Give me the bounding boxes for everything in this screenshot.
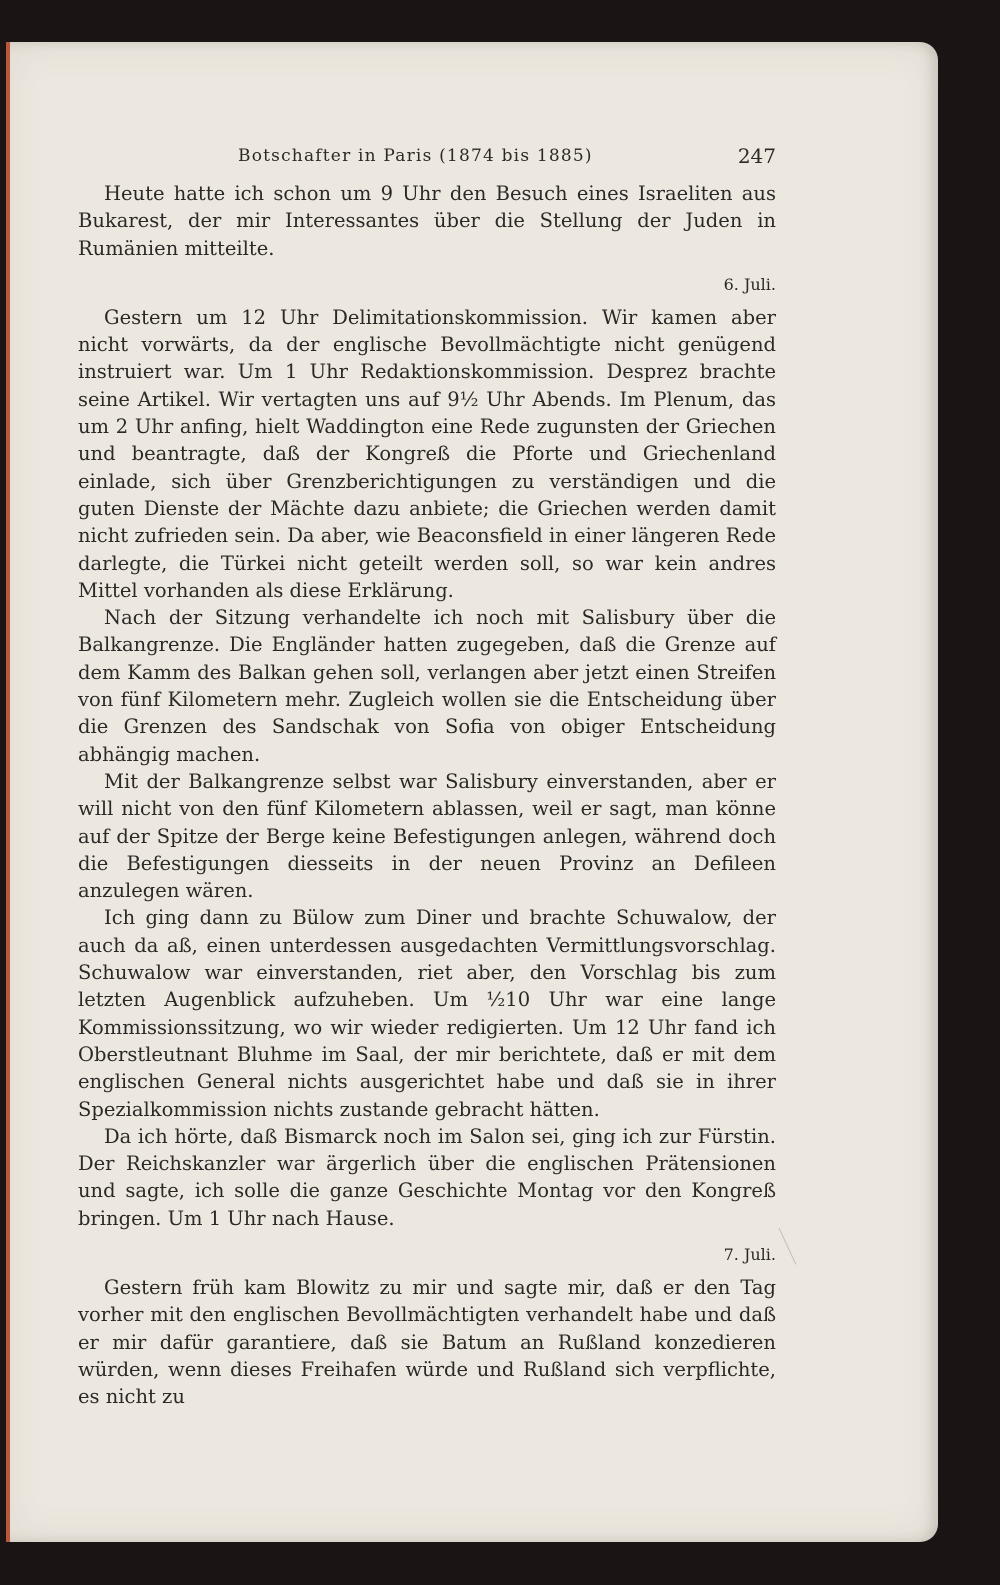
paragraph: Da ich hörte, daß Bismarck noch im Salon sei, ging ich zur Fürstin. Der Reichskanzler war ärgerlich über die englischen Prätensionen und sagte, ich solle die ganze Geschichte Montag vor den Kongreß bringen. Um 1 Uhr nach Hause. (78, 1124, 776, 1230)
page-sheet (6, 42, 938, 1542)
running-header (78, 140, 776, 180)
date-heading: 6. Juli. (723, 274, 776, 294)
page-number: 247 (737, 144, 776, 168)
paragraph: Nach der Sitzung verhandelte ich noch mit Salisbury über die Balkangrenze. Die Engländer hatten zugegeben, daß die Grenze auf dem Kamm des Balkan gehen soll, verlangen aber jetzt einen Streifen von fünf Kilometern mehr. Zugleich wollen sie die Entscheidung über die Grenzen des Sandschak von Sofia von obiger Entscheidung abhängig machen. (78, 606, 776, 766)
paragraph: Mit der Balkangrenze selbst war Salisbury einverstanden, aber er will nicht von den fünf Kilometern ablassen, weil er sagt, man könne auf der Spitze der Berge keine Befestigungen anlegen, während doch die Befestigungen diesseits in der neuen Provinz an Defileen anzulegen wären. (78, 769, 776, 903)
paragraph: Gestern um 12 Uhr Delimitationskommission. Wir kamen aber nicht vorwärts, da der englische Bevollmächtigte nicht genügend instruiert war. Um 1 Uhr Redaktionskommission. Desprez brachte seine Artikel. Wir vertagten uns auf 9½ Uhr Abends. Im Plenum, das um 2 Uhr anfing, hielt Waddington eine Rede zugunsten der Griechen und beantragte, daß der Kongreß die Pforte und Griechenland einlade, sich über Grenzberichtigungen zu verständigen und die guten Dienste der Mächte dazu anbiete; die Griechen werden damit nicht zufrieden sein. Da aber, wie Beaconsfield in einer längeren Rede darlegte, die Türkei nicht geteilt werden soll, so war kein andres Mittel vorhanden als diese Erklärung. (78, 305, 776, 602)
paper-mark (779, 1219, 815, 1264)
page-content (78, 140, 776, 1410)
running-title: Botschafter in Paris (1874 bis 1885) (238, 146, 593, 166)
paragraph: Gestern früh kam Blowitz zu mir und sagte mir, daß er den Tag vorher mit den englischen Bevollmächtigten verhandelt habe und daß er mir dafür garantiere, daß sie Batum an Rußland konzedieren würden, wenn dieses Freihafen würde und Rußland sich verpflichte, es nicht zu (78, 1275, 776, 1409)
date-heading: 7. Juli. (723, 1244, 776, 1264)
page-red-edge (6, 42, 10, 1542)
paragraph: Ich ging dann zu Bülow zum Diner und brachte Schuwalow, der auch da aß, einen unterdessen ausgedachten Vermittlungsvorschlag. Schuwalow war einverstanden, riet aber, den Vorschlag bis zum letzten Augenblick aufzuheben. Um ½10 Uhr war eine lange Kommissionssitzung, wo wir wieder redigierten. Um 12 Uhr fand ich Oberstleutnant Bluhme im Saal, der mir berichtete, daß er mit dem englischen General nichts ausgerichtet habe und daß sie in ihrer Spezialkommission nichts zustande gebracht hätten. (78, 906, 776, 1121)
paragraph: Heute hatte ich schon um 9 Uhr den Besuch eines Israeliten aus Bukarest, der mir Interessantes über die Stellung der Juden in Rumänien mitteilte. (78, 182, 776, 260)
body-text (78, 180, 776, 1410)
